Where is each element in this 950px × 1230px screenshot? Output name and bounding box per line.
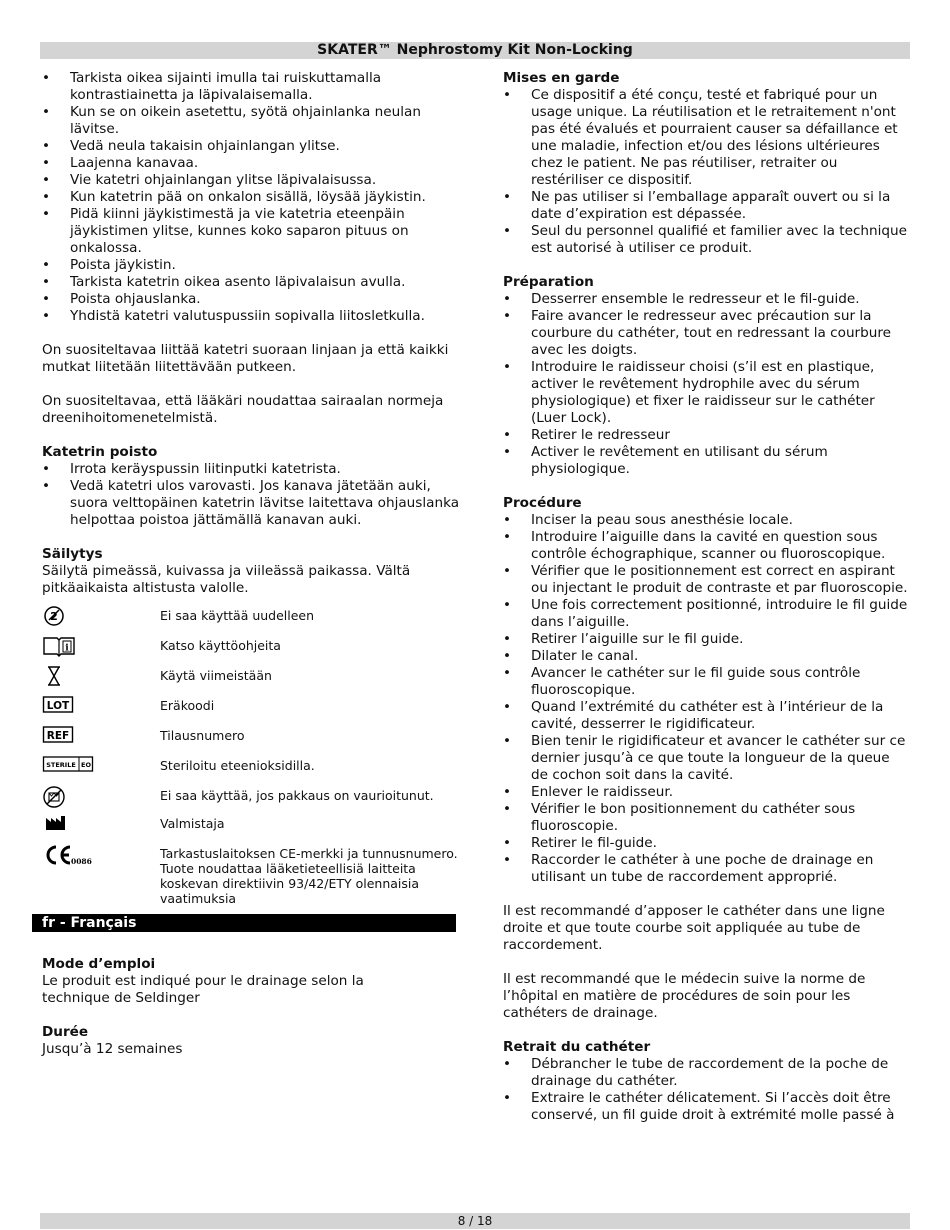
- svg-text:2: 2: [50, 610, 58, 623]
- paragraph: Jusqu’à 12 semaines: [42, 1041, 183, 1057]
- page-number: 8 / 18: [40, 1213, 910, 1229]
- do-not-reuse-icon: [42, 605, 160, 627]
- section-heading: Säilytys: [42, 546, 103, 562]
- right-column: [503, 70, 908, 1124]
- list-item: • Quand l’extrémité du cathéter est à l’intérieur de la cavité, desserrer le rigidificateur.: [503, 699, 908, 733]
- lot-icon: [42, 695, 160, 717]
- paragraph: On suositeltavaa, että lääkäri noudattaa sairaalan normeja dreenihoitomenetelmistä.: [42, 393, 444, 426]
- eo-label: EO: [81, 761, 91, 769]
- left-column: [42, 70, 460, 1058]
- manufacturer-icon: [42, 813, 160, 835]
- list-item: • Activer le revêtement en utilisant du sérum physiologique.: [503, 444, 908, 478]
- section-heading: Procédure: [503, 495, 582, 511]
- symbol-description: Katso käyttöohjeita: [160, 638, 281, 653]
- sterile-label: STERILE: [46, 761, 76, 769]
- lot-label: LOT: [46, 700, 70, 712]
- section-heading: Mises en garde: [503, 70, 620, 86]
- list-item: • Pidä kiinni jäykistimestä ja vie katetria eteenpäin jäykistimen ylitse, kunnes koko saparon pituus on onkalossa.: [42, 206, 460, 257]
- symbol-row: [42, 725, 460, 747]
- symbol-row: [42, 635, 460, 657]
- list-item: • Poista jäykistin.: [42, 257, 460, 274]
- symbol-description: Ei saa käyttää, jos pakkaus on vaurioitunut.: [160, 788, 434, 803]
- list-item: • Vie katetri ohjainlangan ylitse läpivalaisussa.: [42, 172, 460, 189]
- list-item: • Laajenna kanavaa.: [42, 155, 460, 172]
- list-item: • Raccorder le cathéter à une poche de drainage en utilisant un tube de raccordement approprié.: [503, 852, 908, 886]
- procedure-list: [503, 512, 908, 886]
- section-heading: Durée: [42, 1024, 89, 1040]
- list-item: • Ce dispositif a été conçu, testé et fabriqué pour un usage unique. La réutilisation et le retraitement n'ont pas été évalués et pourraient causer sa défaillance et une maladie, infection et/ou des lésions ultérieures chez le patient. Ne pas réutiliser, retraiter ou restériliser ce dispositif.: [503, 87, 908, 189]
- ref-icon: [42, 725, 160, 747]
- removal-list-fi: [42, 461, 460, 529]
- symbol-row: [42, 813, 460, 835]
- paragraph: Il est recommandé d’apposer le cathéter dans une ligne droite et que toute courbe soit appliquée au tube de raccordement.: [503, 903, 885, 953]
- list-item: • Avancer le cathéter sur le fil guide sous contrôle fluoroscopique.: [503, 665, 908, 699]
- list-item: • Vedä neula takaisin ohjainlangan ylitse.: [42, 138, 460, 155]
- list-item: • Introduire l’aiguille dans la cavité en question sous contrôle échographique, scanner ou fluoroscopique.: [503, 529, 908, 563]
- list-item: • Yhdistä katetri valutuspussiin sopivalla liitosletkulla.: [42, 308, 460, 325]
- ref-label: REF: [46, 730, 70, 742]
- paragraph: Säilytä pimeässä, kuivassa ja viileässä paikassa. Vältä pitkäaikaista altistusta valolle.: [42, 563, 411, 596]
- paragraph: Le produit est indiqué pour le drainage selon la technique de Seldinger: [42, 973, 364, 1006]
- ce-mark-icon: [42, 843, 160, 865]
- section-heading: Katetrin poisto: [42, 444, 158, 460]
- list-item: • Kun se on oikein asetettu, syötä ohjainlanka neulan lävitse.: [42, 104, 460, 138]
- list-item: • Ne pas utiliser si l’emballage apparaît ouvert ou si la date d’expiration est dépassée.: [503, 189, 908, 223]
- warnings-list: [503, 87, 908, 257]
- list-item: • Débrancher le tube de raccordement de la poche de drainage du cathéter.: [503, 1056, 908, 1090]
- symbol-row: [42, 755, 460, 777]
- list-item: • Tarkista katetrin oikea asento läpivalaisun avulla.: [42, 274, 460, 291]
- symbol-row: [42, 605, 460, 627]
- damaged-package-icon: [42, 785, 160, 807]
- list-item: • Inciser la peau sous anesthésie locale.: [503, 512, 908, 529]
- list-item: • Seul du personnel qualifié et familier avec la technique est autorisé à utiliser ce produit.: [503, 223, 908, 257]
- list-item: • Une fois correctement positionné, introduire le fil guide dans l’aiguille.: [503, 597, 908, 631]
- steps-list-fi: [42, 70, 460, 325]
- symbol-description: Ei saa käyttää uudelleen: [160, 608, 315, 623]
- list-item: • Dilater le canal.: [503, 648, 908, 665]
- symbol-description: Valmistaja: [160, 816, 225, 831]
- list-item: • Poista ohjauslanka.: [42, 291, 460, 308]
- list-item: • Retirer le redresseur: [503, 427, 908, 444]
- preparation-list: [503, 291, 908, 478]
- list-item: • Vedä katetri ulos varovasti. Jos kanava jätetään auki, suora velttopäinen katetrin lävitse laitettava ohjauslanka helpottaa poistoa jättämällä kanavan auki.: [42, 478, 460, 529]
- list-item: • Retirer le fil-guide.: [503, 835, 908, 852]
- list-item: • Faire avancer le redresseur avec précaution sur la courbure du cathéter, tout en redressant la courbure avec les doigts.: [503, 308, 908, 359]
- symbol-description: Tilausnumero: [160, 728, 245, 743]
- list-item: • Retirer l’aiguille sur le fil guide.: [503, 631, 908, 648]
- paragraph: On suositeltavaa liittää katetri suoraan linjaan ja että kaikki mutkat liitetään liitettävään putkeen.: [42, 342, 449, 375]
- removal-list-fr: [503, 1056, 908, 1124]
- language-section-bar: fr - Français: [32, 914, 456, 932]
- symbol-row: [42, 785, 460, 807]
- symbol-row: [42, 695, 460, 717]
- section-heading: Retrait du cathéter: [503, 1039, 651, 1055]
- page-header: SKATER™ Nephrostomy Kit Non-Locking: [40, 42, 910, 59]
- list-item: • Introduire le raidisseur choisi (s’il est en plastique, activer le revêtement hydrophile avec du sérum physiologique) et fixer le raidisseur sur le cathéter (Luer Lock).: [503, 359, 908, 427]
- list-item: • Vérifier le bon positionnement du cathéter sous fluoroscopie.: [503, 801, 908, 835]
- notified-body-number: 0086: [71, 857, 92, 866]
- consult-instructions-icon: [42, 635, 160, 657]
- symbol-description: Käytä viimeistään: [160, 668, 272, 683]
- list-item: • Irrota keräyspussin liitinputki katetrista.: [42, 461, 460, 478]
- symbol-description: Eräkoodi: [160, 698, 215, 713]
- list-item: • Desserrer ensemble le redresseur et le fil-guide.: [503, 291, 908, 308]
- list-item: • Kun katetrin pää on onkalon sisällä, löysää jäykistin.: [42, 189, 460, 206]
- list-item: • Enlever le raidisseur.: [503, 784, 908, 801]
- section-heading: Préparation: [503, 274, 594, 290]
- paragraph: Il est recommandé que le médecin suive la norme de l’hôpital en matière de procédures de soin pour les cathéters de drainage.: [503, 971, 866, 1021]
- symbol-description: Tarkastuslaitoksen CE-merkki ja tunnusnumero. Tuote noudattaa lääketieteellisiä laitteita koskevan direktiivin 93/42/ETY olennaisia vaatimuksia: [160, 846, 458, 906]
- symbol-description: Steriloitu eteenioksidilla.: [160, 758, 315, 773]
- symbol-row: [42, 843, 460, 906]
- list-item: • Bien tenir le rigidificateur et avancer le cathéter sur ce dernier jusqu’à ce que toute la longueur de la queue de cochon soit dans la cavité.: [503, 733, 908, 784]
- symbols-table: [42, 605, 460, 906]
- hourglass-icon: [42, 665, 160, 687]
- list-item: • Extraire le cathéter délicatement. Si l’accès doit être conservé, un fil guide droit à extrémité molle passé à: [503, 1090, 908, 1124]
- list-item: • Vérifier que le positionnement est correct en aspirant ou injectant le produit de contraste et par fluoroscopie.: [503, 563, 908, 597]
- symbol-row: [42, 665, 460, 687]
- sterile-eo-icon: [42, 755, 160, 777]
- list-item: • Tarkista oikea sijainti imulla tai ruiskuttamalla kontrastiainetta ja läpivalaisemalla.: [42, 70, 460, 104]
- section-heading: Mode d’emploi: [42, 956, 156, 972]
- svg-text:i: i: [65, 643, 69, 654]
